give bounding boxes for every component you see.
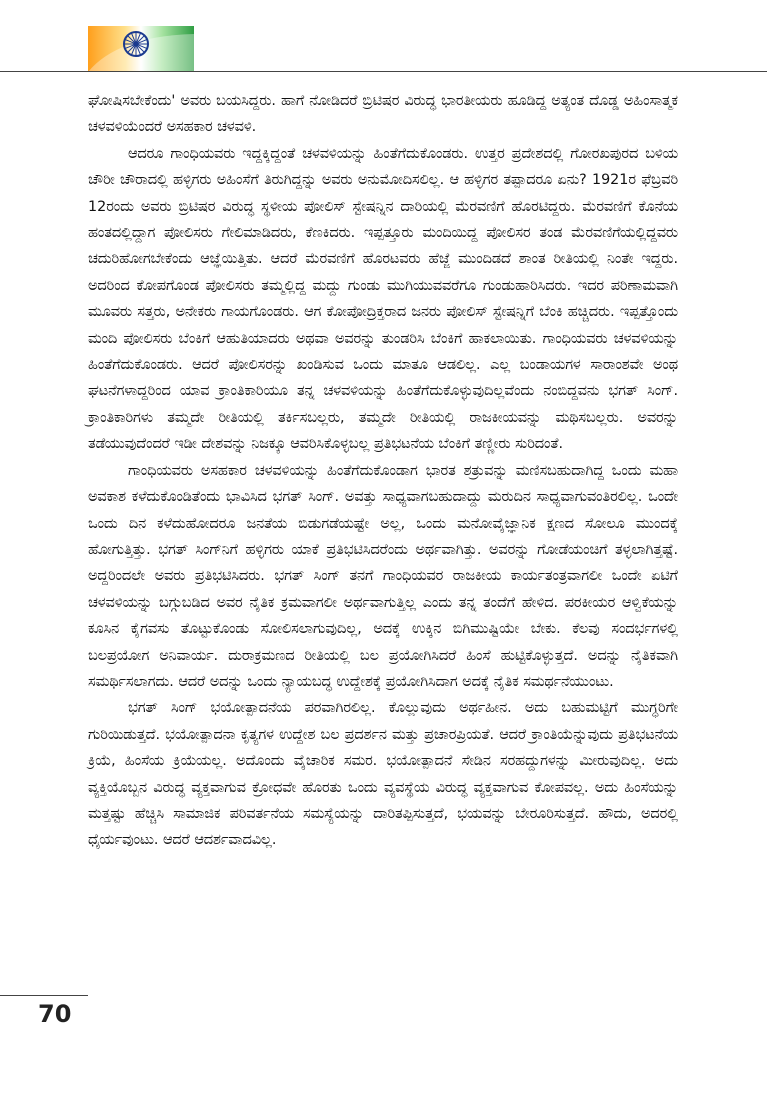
paragraph-2: ಆದರೂ ಗಾಂಧಿಯವರು ಇದ್ದಕ್ಕಿದ್ದಂತೆ ಚಳವಳಿಯನ್ನು ಹಿಂತೆಗೆದುಕೊಂಡರು. ಉತ್ತರ ಪ್ರದೇಶದಲ್ಲಿ ಗೋರಖಪುರದ ಬಳಿಯ ಚೌರೀ ಚೌರಾದಲ್ಲಿ ಹಳ್ಳಿಗರು ಅಹಿಂಸೆಗೆ ತಿರುಗಿದ್ದನ್ನು ಅವರು ಅನುಮೋದಿಸಲಿಲ್ಲ. ಆ ಹಳ್ಳಿಗರ ತಪ್ಪಾದರೂ ಏನು? 1921ರ ಫೆಬ್ರವರಿ 12ರಂದು ಅವರು ಬ್ರಿಟಿಷರ ವಿರುದ್ಧ ಸ್ಥಳೀಯ ಪೋಲಿಸ್ ಸ್ಟೇಷನ್ನಿನ ದಾರಿಯಲ್ಲಿ ಮೆರವಣಿಗೆ ಹೊರಟಿದ್ದರು. ಮೆರವಣಿಗೆ ಕೊನೆಯ ಹಂತದಲ್ಲಿದ್ದಾಗ ಪೋಲಿಸರು ಗೇಲಿಮಾಡಿದರು, ಕೆಣಕಿದರು. ಇಪ್ಪತ್ತೂರು ಮಂದಿಯಿದ್ದ ಪೋಲಿಸರ ತಂಡ ಮೆರವಣಿಗೆಯಲ್ಲಿದ್ದವರು ಚದುರಿಹೋಗಬೇಕೆಂದು ಆಜ್ಞೆಯಿತ್ತಿತು. ಆದರೆ ಮೆರವಣಿಗೆ ಹೊರಟವರು ಹೆಜ್ಜೆ ಮುಂದಿಡದೆ ಶಾಂತ ರೀತಿಯಲ್ಲಿ ನಿಂತೇ ಇದ್ದರು. ಅದರಿಂದ ಕೋಪಗೊಂಡ ಪೋಲಿಸರು ತಮ್ಮಲ್ಲಿದ್ದ ಮದ್ದು ಗುಂಡು ಮುಗಿಯುವವರೆಗೂ ಗುಂಡುಹಾರಿಸಿದರು. ಇದರ ಪರಿಣಾಮವಾಗಿ ಮೂವರು ಸತ್ತರು, ಅನೇಕರು ಗಾಯಗೊಂಡರು. ಆಗ ಕೋಪೋದ್ರಿಕ್ತರಾದ ಜನರು ಪೋಲಿಸ್ ಸ್ಟೇಷನ್ನಿಗೆ ಬೆಂಕಿ ಹಚ್ಚಿದರು. ಇಪ್ಪತ್ತೊಂದು ಮಂದಿ ಪೋಲಿಸರು ಬೆಂಕಿಗೆ ಆಹುತಿಯಾದರು ಅಥವಾ ಅವರನ್ನು ತುಂಡರಿಸಿ ಬೆಂಕಿಗೆ ಹಾಕಲಾಯಿತು. ಗಾಂಧಿಯವರು ಚಳವಳಿಯನ್ನು ಹಿಂತೆಗೆದುಕೊಂಡರು. ಆದರೆ ಪೋಲಿಸರನ್ನು ಖಂಡಿಸುವ ಒಂದು ಮಾತೂ ಆಡಲಿಲ್ಲ. ಎಲ್ಲ ಬಂಡಾಯಗಳ ಸಾರಾಂಶವೇ ಅಂಥ ಘಟನೆಗಳಾದ್ದರಿಂದ ಯಾವ ಕ್ರಾಂತಿಕಾರಿಯೂ ತನ್ನ ಚಳವಳಿಯನ್ನು ಹಿಂತೆಗೆದುಕೊಳ್ಳುವುದಿಲ್ಲವೆಂದು ನಂಬಿದ್ದವನು ಭಗತ್ ಸಿಂಗ್. ಕ್ರಾಂತಿಕಾರಿಗಳು ತಮ್ಮದೇ ರೀತಿಯಲ್ಲಿ ತರ್ಕಿಸಬಲ್ಲರು, ತಮ್ಮದೇ ರೀತಿಯಲ್ಲಿ ರಾಜಕೀಯವನ್ನು ಮಥಿಸಬಲ್ಲರು. ಅವರನ್ನು ತಡೆಯುವುದೆಂದರೆ ಇಡೀ ದೇಶವನ್ನು ನಿಜಕ್ಕೂ ಆವರಿಸಿಕೊಳ್ಳಬಲ್ಲ ಪ್ರತಿಭಟನೆಯ ಬೆಂಕಿಗೆ ತಣ್ಣೀರು ಸುರಿದಂತೆ. [88, 145, 678, 453]
ashoka-chakra-icon [122, 30, 150, 58]
page-body [88, 88, 678, 854]
footer-divider [0, 995, 88, 996]
paragraph-4: ಭಗತ್ ಸಿಂಗ್ ಭಯೋತ್ಪಾದನೆಯ ಪರವಾಗಿರಲಿಲ್ಲ. ಕೊಲ್ಲುವುದು ಅರ್ಥಹೀನ. ಅದು ಬಹುಮಟ್ಟಿಗೆ ಮುಗ್ಧರಿಗೇ ಗುರಿಯಿಡುತ್ತದೆ. ಭಯೋತ್ಪಾದನಾ ಕೃತ್ಯಗಳ ಉದ್ದೇಶ ಬಲ ಪ್ರದರ್ಶನ ಮತ್ತು ಪ್ರಚಾರಪ್ರಿಯತೆ. ಆದರೆ ಕ್ರಾಂತಿಯೆನ್ನುವುದು ಪ್ರತಿಭಟನೆಯ ಕ್ರಿಯೆ, ಹಿಂಸೆಯ ಕ್ರಿಯೆಯಲ್ಲ. ಅದೊಂದು ವೈಚಾರಿಕ ಸಮರ. ಭಯೋತ್ಪಾದನೆ ಸೇಡಿನ ಸರಹದ್ದುಗಳನ್ನು ಮೀರುವುದಿಲ್ಲ. ಅದು ವ್ಯಕ್ತಿಯೊಬ್ಬನ ವಿರುದ್ಧ ವ್ಯಕ್ತವಾಗುವ ಕ್ರೋಧವೇ ಹೊರತು ಒಂದು ವ್ಯವಸ್ಥೆಯ ವಿರುದ್ಧ ವ್ಯಕ್ತವಾಗುವ ಕೋಪವಲ್ಲ. ಅದು ಹಿಂಸೆಯನ್ನು ಮತ್ತಷ್ಟು ಹೆಚ್ಚಿಸಿ ಸಾಮಾಜಿಕ ಪರಿವರ್ತನೆಯ ಸಮಸ್ಯೆಯನ್ನು ದಾರಿತಪ್ಪಿಸುತ್ತದೆ, ಭಯವನ್ನು ಬೇರೂರಿಸುತ್ತದೆ. ಹೌದು, ಅದರಲ್ಲಿ ಧೈರ್ಯವುಂಟು. ಆದರೆ ಆದರ್ಶವಾದವಿಲ್ಲ. [88, 700, 678, 849]
header-divider [0, 71, 767, 72]
paragraph-1: ಘೋಷಿಸಬೇಕೆಂದು' ಅವರು ಬಯಸಿದ್ದರು. ಹಾಗೆ ನೋಡಿದರೆ ಬ್ರಿಟಿಷರ ವಿರುದ್ಧ ಭಾರತೀಯರು ಹೂಡಿದ್ದ ಅತ್ಯಂತ ದೊಡ್ಡ ಅಹಿಂಸಾತ್ಮಕ ಚಳವಳಿಯೆಂದರೆ ಅಸಹಕಾರ ಚಳವಳಿ. [88, 93, 678, 136]
page-number: 70 [38, 1000, 72, 1028]
header-tricolor-band [88, 26, 194, 72]
paragraph-3: ಗಾಂಧಿಯವರು ಅಸಹಕಾರ ಚಳವಳಿಯನ್ನು ಹಿಂತೆಗೆದುಕೊಂಡಾಗ ಭಾರತ ಶತ್ರುವನ್ನು ಮಣಿಸಬಹುದಾಗಿದ್ದ ಒಂದು ಮಹಾ ಅವಕಾಶ ಕಳೆದುಕೊಂಡಿತೆಂದು ಭಾವಿಸಿದ ಭಗತ್ ಸಿಂಗ್. ಅವತ್ತು ಸಾಧ್ಯವಾಗಬಹುದಾದ್ದು ಮರುದಿನ ಸಾಧ್ಯವಾಗುವಂತಿರಲಿಲ್ಲ. ಒಂದೇ ಒಂದು ದಿನ ಕಳೆದುಹೋದರೂ ಜನತೆಯ ಬಿಡುಗಡೆಯಷ್ಟೇ ಅಲ್ಲ, ಒಂದು ಮನೋವೈಜ್ಞಾನಿಕ ಕ್ಷಣದ ಸೋಲೂ ಮುಂದಕ್ಕೆ ಹೋಗುತ್ತಿತ್ತು. ಭಗತ್ ಸಿಂಗ್‌ನಿಗೆ ಹಳ್ಳಿಗರು ಯಾಕೆ ಪ್ರತಿಭಟಿಸಿದರೆಂದು ಅರ್ಥವಾಗಿತ್ತು. ಅವರನ್ನು ಗೋಡೆಯಂಚಿಗೆ ತಳ್ಳಲಾಗಿತ್ತಷ್ಟೆ. ಅದ್ದರಿಂದಲೇ ಅವರು ಪ್ರತಿಭಟಿಸಿದರು. ಭಗತ್ ಸಿಂಗ್ ತನಗೆ ಗಾಂಧಿಯವರ ರಾಜಕೀಯ ಕಾರ್ಯತಂತ್ರವಾಗಲೀ ಒಂದೇ ಏಟಿಗೆ ಚಳವಳಿಯನ್ನು ಬಗ್ಗುಬಡಿದ ಅವರ ನೈತಿಕ ಕ್ರಮವಾಗಲೀ ಅರ್ಥವಾಗುತ್ತಿಲ್ಲ ಎಂದು ತನ್ನ ತಂದೆಗೆ ಹೇಳಿದ. ಪರಕೀಯರ ಆಳ್ವಿಕೆಯನ್ನು ಕೂಸಿನ ಕೈಗವಸು ತೊಟ್ಟುಕೊಂಡು ಸೋಲಿಸಲಾಗುವುದಿಲ್ಲ, ಅದಕ್ಕೆ ಉಕ್ಕಿನ ಬಿಗಿಮುಷ್ಟಿಯೇ ಬೇಕು. ಕೆಲವು ಸಂದರ್ಭಗಳಲ್ಲಿ ಬಲಪ್ರಯೋಗ ಅನಿವಾರ್ಯ. ದುರಾಕ್ರಮಣದ ರೀತಿಯಲ್ಲಿ ಬಲ ಪ್ರಯೋಗಿಸಿದರೆ ಹಿಂಸೆ ಹುಟ್ಟಿಕೊಳ್ಳುತ್ತದೆ. ಅದನ್ನು ನೈತಿಕವಾಗಿ ಸಮರ್ಥಿಸಲಾಗದು. ಆದರೆ ಅದನ್ನು ಒಂದು ನ್ಯಾಯಬದ್ಧ ಉದ್ದೇಶಕ್ಕೆ ಪ್ರಯೋಗಿಸಿದಾಗ ಅದಕ್ಕೆ ನೈತಿಕ ಸಮರ್ಥನೆಯುಂಟು. [88, 462, 678, 690]
